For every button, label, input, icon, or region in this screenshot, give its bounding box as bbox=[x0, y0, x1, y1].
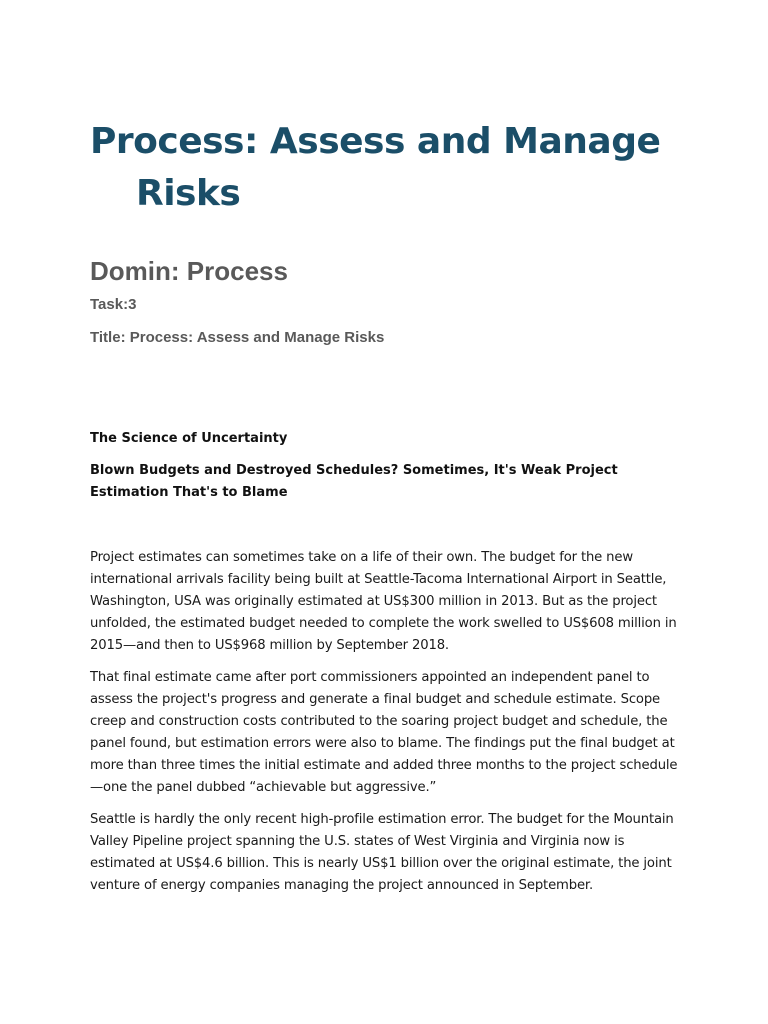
page-title-line1: Process: Assess and Manage bbox=[90, 121, 661, 162]
article-heading: Blown Budgets and Destroyed Schedules? Sometimes, It's Weak Project Estimation That's to Blame bbox=[90, 463, 618, 500]
paragraph-1: Project estimates can sometimes take on a life of their own. The budget for the new international arrivals facility being built at Seattle-Tacoma International Airport in Seattle, Washington, USA was originally estimated at US$300 million in 2013. But as the project unfolded, the estimated budget needed to complete the work swelled to US$608 million in 2015—and then to US$968 million by September 2018. bbox=[90, 550, 677, 653]
task-label: Task:3 bbox=[90, 296, 137, 313]
page-title bbox=[90, 116, 680, 220]
domain-heading: Domin: Process bbox=[90, 256, 288, 286]
subtitle-label: Title: Process: Assess and Manage Risks bbox=[90, 329, 385, 346]
section-heading: The Science of Uncertainty bbox=[90, 431, 288, 446]
paragraph-2: That final estimate came after port commissioners appointed an independent panel to assess the project's progress and generate a final budget and schedule estimate. Scope creep and construction costs contributed to the soaring project budget and schedule, the panel found, but estimation errors were also to blame. The findings put the final budget at more than three times the initial estimate and added three months to the project schedule—one the panel dubbed “achievable but aggressive.” bbox=[90, 670, 678, 795]
page-title-line2: Risks bbox=[136, 173, 241, 214]
paragraph-3: Seattle is hardly the only recent high-profile estimation error. The budget for the Mountain Valley Pipeline project spanning the U.S. states of West Virginia and Virginia now is estimated at US$4.6 billion. This is nearly US$1 billion over the original estimate, the joint venture of energy companies managing the project announced in September. bbox=[90, 812, 674, 893]
